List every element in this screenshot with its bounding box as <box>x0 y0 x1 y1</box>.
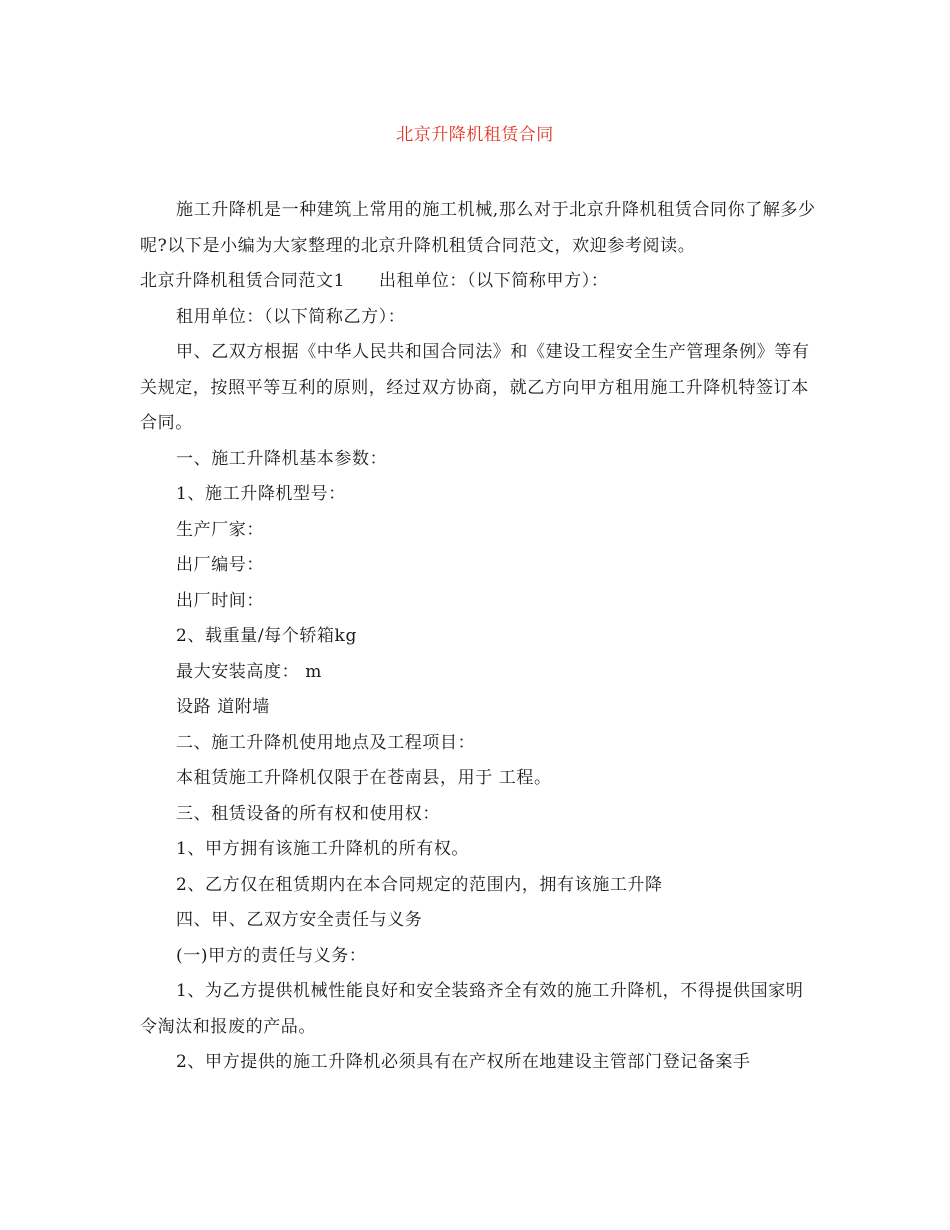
wall-ties-line: 设路 道附墙 <box>176 697 271 717</box>
section-2-heading: 二、施工升降机使用地点及工程项目： <box>176 732 476 753</box>
section-3-heading: 三、租赁设备的所有权和使用权： <box>176 803 440 824</box>
serial-number-line: 出厂编号： <box>176 555 264 575</box>
intro-paragraph: 施工升降机是一种建筑上常用的施工机械,那么对于北京升降机租赁合同你了解多少呢?以下是小编为大家整理的北京升降机租赁合同范文，欢迎参考阅读。 <box>140 200 816 256</box>
section-3-item-1: 1、甲方拥有该施工升降机的所有权。 <box>176 839 470 859</box>
section-4-heading: 四、甲、乙双方安全责任与义务 <box>176 910 423 930</box>
max-height-line: 最大安装高度： m <box>176 661 322 682</box>
sample-heading-line <box>140 264 820 300</box>
lessee-line: 租用单位：（以下简称乙方）： <box>176 306 406 327</box>
section-4-item-2: 2、甲方提供的施工升降机必须具有在产权所在地建设主管部门登记备案手 <box>176 1052 751 1072</box>
section-3-item-2: 2、乙方仅在租赁期内在本合同规定的范围内，拥有该施工升降 <box>176 874 663 895</box>
document-title: 北京升降机租赁合同 <box>396 125 554 145</box>
document-body <box>140 193 820 1081</box>
lessor-line: 出租单位：（以下简称甲方）： <box>379 271 609 291</box>
section-4-item-1: 1、为乙方提供机械性能良好和安全装臵齐全有效的施工升降机，不得提供国家明令淘汰和报废的产品。 <box>140 981 804 1037</box>
section-1-heading: 一、施工升降机基本参数： <box>176 448 388 469</box>
load-capacity-line: 2、载重量/每个轿箱kg <box>176 626 357 646</box>
preamble-paragraph: 甲、乙双方根据《中华人民共和国合同法》和《建设工程安全生产管理条例》等有关规定，按照平等互利的原则，经过双方协商，就乙方向甲方租用施工升降机特签订本合同。 <box>140 342 810 433</box>
manufacturer-line: 生产厂家： <box>176 519 264 540</box>
location-line: 本租赁施工升降机仅限于在苍南县，用于 工程。 <box>176 768 552 788</box>
section-4-subheading: (一)甲方的责任与义务： <box>176 945 367 966</box>
sample-heading: 北京升降机租赁合同范文1 <box>140 271 346 291</box>
manufacture-date-line: 出厂时间： <box>176 590 264 611</box>
model-line: 1、施工升降机型号： <box>176 484 346 504</box>
